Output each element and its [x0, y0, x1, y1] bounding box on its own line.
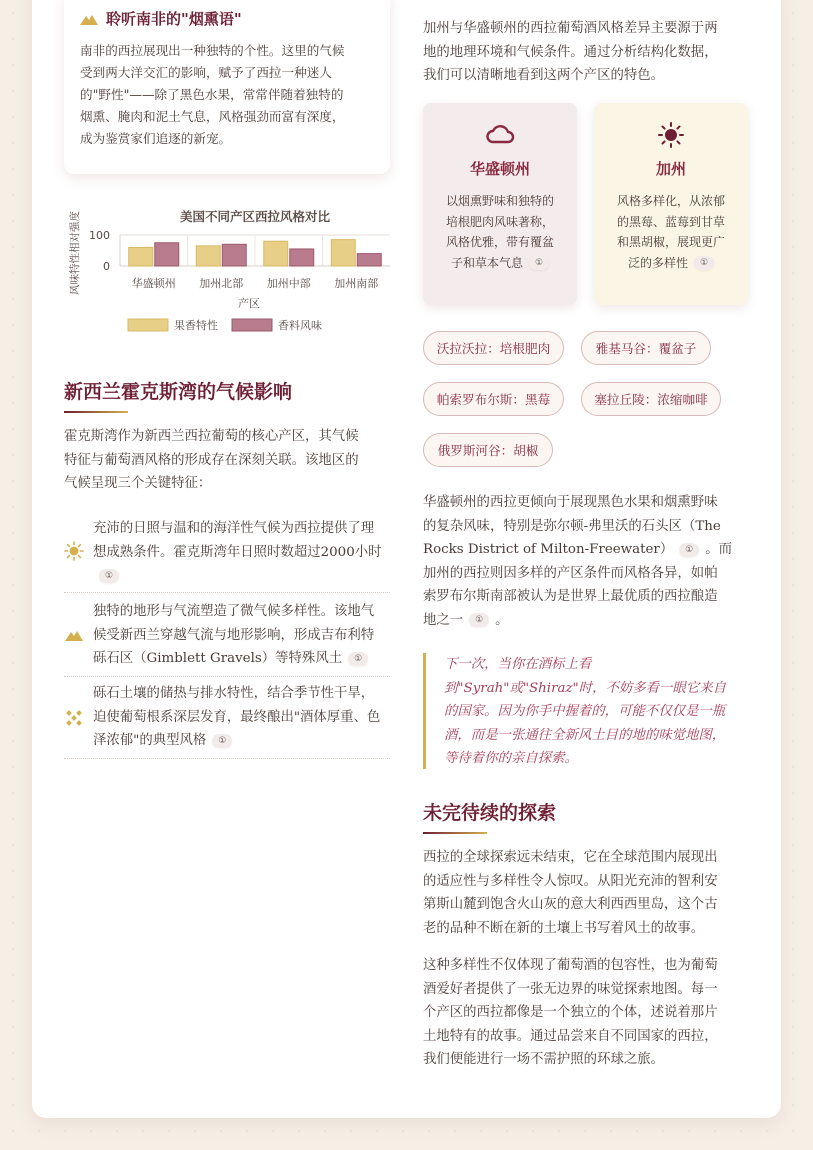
nz-fact-gravel: 砾石土壤的储热与排水特性，结合季节性干旱， 迫使葡萄根系深层发育，最终酿出"酒体厚重、色 泽浓郁"的典型风格 ① — [64, 676, 390, 759]
citation-badge[interactable]: ① — [679, 543, 699, 557]
south-africa-text: 南非的西拉展现出一种独特的个性。这里的气候 受到两大洋交汇的影响，赋予了西拉一种迷人 的"野性"——除了黑色水果，常常伴随着独特的 烟熏、腌肉和泥土气息，风格强劲而富有深度， 成为鉴赏家们追逐的新宠。 — [80, 43, 345, 146]
flavor-tag[interactable]: 沃拉沃拉：培根肥肉 — [423, 331, 564, 365]
chart-bar — [357, 254, 381, 266]
chart-x-tick-label: 加州南部 — [334, 277, 379, 290]
citation-badge[interactable]: ① — [694, 256, 714, 270]
south-africa-title: 聆听南非的"烟熏语" — [80, 8, 242, 29]
citation-badge[interactable]: ① — [99, 569, 119, 583]
section-underline — [64, 411, 128, 413]
chart-legend-swatch — [232, 319, 272, 331]
chart-bar — [290, 249, 314, 266]
flavor-tag[interactable]: 雅基马谷：覆盆子 — [581, 331, 711, 365]
flavor-tag[interactable]: 俄罗斯河谷：胡椒 — [423, 433, 553, 467]
chart-y-tick-label: 100 — [89, 229, 110, 242]
mountain-icon — [80, 13, 98, 25]
region-card-california — [594, 103, 748, 305]
region-name: 华盛顿州 — [469, 160, 530, 178]
chart-x-tick-label: 加州中部 — [266, 277, 311, 290]
explore-paragraph-2: 这种多样性不仅体现了葡萄酒的包容性，也为葡萄 酒爱好者提供了一张无边界的味觉探索地图。每一 个产区的西拉都像是一个独立的个体，述说着那片 土地特有的故事。通过品尝来自不同国家的西拉， 我们便能进行一场不需护照的环球之旅。 — [423, 958, 718, 1067]
pull-quote: 下一次，当你在酒标上看 到"Syrah"或"Shiraz"时，不妨多看一眼它来自 的国家。因为你手中握着的，可能不仅仅是一瓶 酒，而是一张通往全新风土目的地的味觉地图， 等待着你的亲自探索。 — [423, 653, 748, 769]
region-desc: 风格多样化，从浓郁 的黑莓、蓝莓到甘草 和黑胡椒，展现更广 泛的多样性 ① — [616, 194, 725, 270]
chart-x-tick-label: 华盛顿州 — [131, 277, 176, 290]
usa-intro: 加州与华盛顿州的西拉葡萄酒风格差异主要源于两 地的地理环境和气候条件。通过分析结构化数据， 我们可以清晰地看到这两个产区的特色。 — [423, 21, 718, 83]
sun-icon — [64, 541, 84, 561]
chart-bar — [196, 246, 220, 266]
explore-section-title: 未完待续的探索 — [423, 802, 557, 824]
chart-bar — [129, 247, 153, 266]
chart-x-tick-label: 加州北部 — [199, 277, 244, 290]
chart-title: 美国不同产区西拉风格对比 — [179, 209, 331, 224]
citation-badge[interactable]: ① — [348, 652, 368, 666]
citation-badge[interactable]: ① — [212, 734, 232, 748]
region-name: 加州 — [655, 160, 686, 178]
mountain-icon — [64, 625, 84, 645]
citation-badge[interactable]: ① — [469, 613, 489, 627]
chart-y-axis-label: 风味特性相对强度 — [69, 211, 81, 295]
citation-badge[interactable]: ① — [529, 256, 549, 270]
chart-x-axis-label: 产区 — [238, 297, 260, 310]
chart-bar — [155, 243, 179, 266]
gravel-icon — [64, 708, 84, 728]
flavor-tag[interactable]: 塞拉丘陵：浓缩咖啡 — [581, 382, 721, 416]
flavor-tag[interactable]: 帕索罗布尔斯：黑莓 — [423, 382, 564, 416]
chart-bar — [264, 241, 288, 266]
chart-y-tick-label: 0 — [103, 260, 110, 273]
chart-bar — [331, 240, 355, 266]
nz-intro: 霍克斯湾作为新西兰西拉葡萄的核心产区，其气候 特征与葡萄酒风格的形成存在深刻关联。该地区的 气候呈现三个关键特征： — [64, 429, 359, 491]
explore-paragraph-1: 西拉的全球探索远未结束，它在全球范围内展现出 的适应性与多样性令人惊叹。从阳光充沛的智利安 第斯山麓到饱含火山灰的意大利西西里岛，这个古 老的品种不断在新的土壤上书写着风土的故事。 — [423, 850, 718, 936]
chart-legend-label: 果香特性 — [174, 319, 218, 332]
nz-fact-terrain: 独特的地形与气流塑造了微气候多样性。该地气 候受新西兰穿越气流与地形影响，形成吉布利特 砾石区（Gimblett Gravels）等特殊风土 ① — [64, 592, 390, 677]
chart-legend-label: 香料风味 — [278, 319, 322, 332]
nz-section-title: 新西兰霍克斯湾的气候影响 — [64, 381, 293, 403]
chart-legend-swatch — [128, 319, 168, 331]
usa-body: 华盛顿州的西拉更倾向于展现黑色水果和烟熏野味 的复杂风味，特别是弥尔顿-弗里沃的石头区（The Rocks District of Milton-Freewater） ① 。而 加州的西拉则因多样的产区条件而风格各异，如帕 索罗布尔斯南部被认为是世界上最优质的西拉酿造 地之一 ① 。 — [423, 495, 732, 628]
cloud-icon — [485, 122, 515, 146]
chart-bar — [222, 244, 246, 266]
usa-style-chart — [64, 196, 394, 346]
nz-fact-sunshine: 充沛的日照与温和的海洋性气候为西拉提供了理 想成熟条件。霍克斯湾年日照时数超过2000小时 ① — [64, 509, 390, 593]
region-card-washington — [423, 103, 577, 305]
section-underline — [423, 832, 487, 834]
region-desc: 以烟熏野味和独特的 培根肥肉风味著称， 风格优雅，带有覆盆 子和草本气息 ① — [445, 194, 554, 270]
sun-icon — [657, 121, 685, 149]
